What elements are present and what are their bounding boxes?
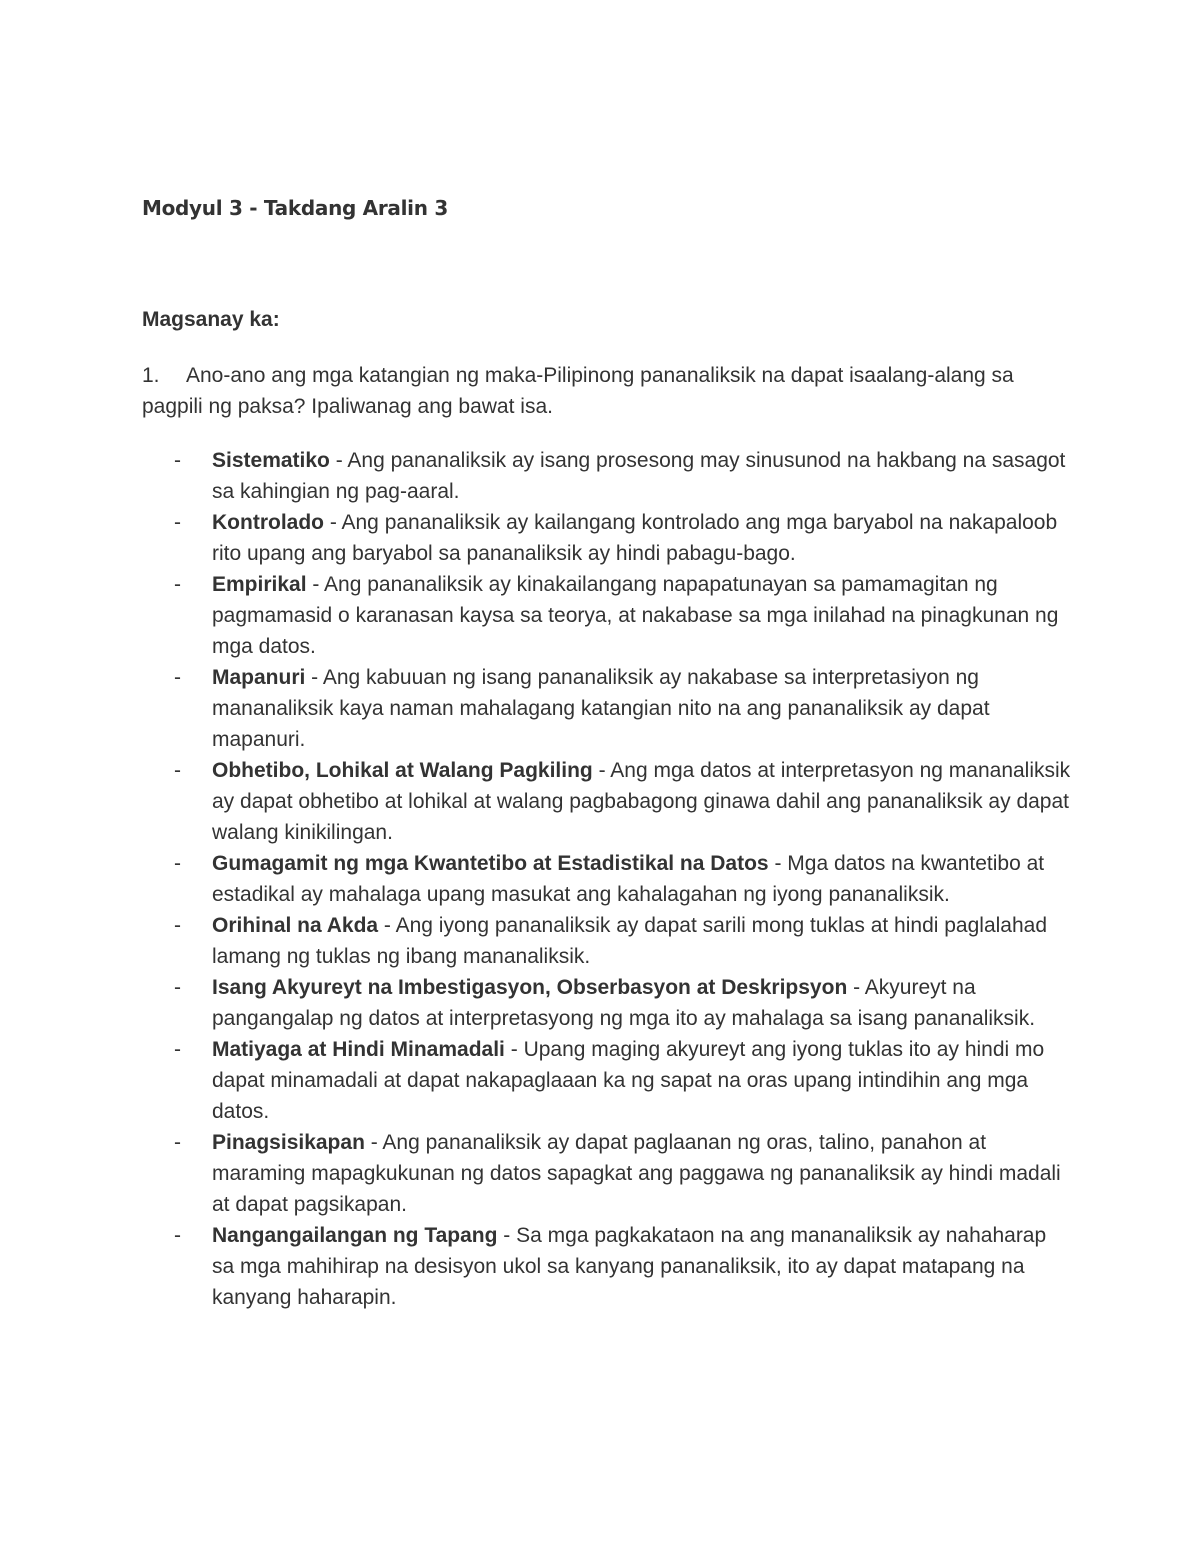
item-description: - Ang pananaliksik ay kailangang kontrolado ang mga baryabol na nakapaloob rito upang ang baryabol sa pananaliksik ay hindi pabagu-bago. bbox=[212, 511, 1058, 565]
item-term: Gumagamit ng mga Kwantetibo at Estadistikal na Datos bbox=[212, 852, 769, 875]
bullet-dash: - bbox=[174, 573, 181, 596]
exercise-heading: Magsanay ka: bbox=[142, 308, 280, 331]
item-description: - Ang kabuuan ng isang pananaliksik ay nakabase sa interpretasiyon ng mananaliksik kaya naman mahalagang katangian nito na ang pananaliksik ay dapat mapanuri. bbox=[212, 666, 990, 751]
document-title: Modyul 3 - Takdang Aralin 3 bbox=[142, 196, 448, 220]
item-term: Kontrolado bbox=[212, 511, 324, 534]
question-number: 1. bbox=[142, 364, 160, 387]
item-term: Orihinal na Akda bbox=[212, 914, 379, 937]
item-term: Empirikal bbox=[212, 573, 307, 596]
bullet-dash: - bbox=[174, 511, 181, 534]
list-item bbox=[142, 445, 1072, 507]
item-description: - Ang mga datos at interpretasyon ng mananaliksik ay dapat obhetibo at lohikal at walang pagbabagong ginawa dahil ang pananaliksik ay dapat walang kinikilingan. bbox=[212, 759, 1071, 844]
item-term: Matiyaga at Hindi Minamadali bbox=[212, 1038, 505, 1061]
item-description: - Mga datos na kwantetibo at estadikal ay mahalaga upang masukat ang kahalagahan ng iyong pananaliksik. bbox=[212, 852, 1045, 906]
bullet-dash: - bbox=[174, 449, 181, 472]
bullet-dash: - bbox=[174, 666, 181, 689]
item-description: - Ang iyong pananaliksik ay dapat sarili mong tuklas at hindi paglalahad lamang ng tuklas ng ibang mananaliksik. bbox=[212, 914, 1048, 968]
item-term: Isang Akyureyt na Imbestigasyon, Obserbasyon at Deskripsyon bbox=[212, 976, 848, 999]
list-item bbox=[142, 972, 1072, 1034]
item-term: Nangangailangan ng Tapang bbox=[212, 1224, 498, 1247]
bullet-dash: - bbox=[174, 1224, 181, 1247]
question-1 bbox=[142, 360, 1062, 422]
list-item bbox=[142, 848, 1072, 910]
item-description: - Ang pananaliksik ay dapat paglaanan ng oras, talino, panahon at maraming mapagkukunan ng datos sapagkat ang paggawa ng pananaliksik ay hindi madali at dapat pagsikapan. bbox=[212, 1131, 1061, 1216]
item-description: - Sa mga pagkakataon na ang mananaliksik ay nahaharap sa mga mahihirap na desisyon ukol sa kanyang pananaliksik, ito ay dapat matapang na kanyang haharapin. bbox=[212, 1224, 1047, 1309]
list-item bbox=[142, 507, 1072, 569]
item-description: - Ang pananaliksik ay kinakailangang napapatunayan sa pamamagitan ng pagmamasid o karanasan kaysa sa teorya, at nakabase sa mga inilahad na pinagkunan ng mga datos. bbox=[212, 573, 1059, 658]
bullet-dash: - bbox=[174, 759, 181, 782]
list-item bbox=[142, 662, 1072, 755]
item-description: - Ang pananaliksik ay isang prosesong may sinusunod na hakbang na sasagot sa kahingian ng pag-aaral. bbox=[212, 449, 1066, 503]
question-text: Ano-ano ang mga katangian ng maka-Pilipinong pananaliksik na dapat isaalang-alang sa pagpili ng paksa? Ipaliwanag ang bawat isa. bbox=[142, 364, 1014, 418]
item-description: - Upang maging akyureyt ang iyong tuklas ito ay hindi mo dapat minamadali at dapat nakapaglaaan ka ng sapat na oras upang intindihin ang mga datos. bbox=[212, 1038, 1045, 1123]
list-item bbox=[142, 1220, 1072, 1313]
bullet-dash: - bbox=[174, 1131, 181, 1154]
item-description: - Akyureyt na pangangalap ng datos at interpretasyong ng mga ito ay mahalaga sa isang pananaliksik. bbox=[212, 976, 1036, 1030]
item-term: Mapanuri bbox=[212, 666, 306, 689]
list-item bbox=[142, 755, 1072, 848]
list-item bbox=[142, 1034, 1072, 1127]
bullet-dash: - bbox=[174, 852, 181, 875]
list-item bbox=[142, 910, 1072, 972]
item-term: Obhetibo, Lohikal at Walang Pagkiling bbox=[212, 759, 593, 782]
bullet-dash: - bbox=[174, 1038, 181, 1061]
item-term: Sistematiko bbox=[212, 449, 330, 472]
bullet-dash: - bbox=[174, 914, 181, 937]
item-term: Pinagsisikapan bbox=[212, 1131, 365, 1154]
bullet-dash: - bbox=[174, 976, 181, 999]
list-item bbox=[142, 1127, 1072, 1220]
characteristics-list bbox=[142, 445, 1072, 1313]
list-item bbox=[142, 569, 1072, 662]
